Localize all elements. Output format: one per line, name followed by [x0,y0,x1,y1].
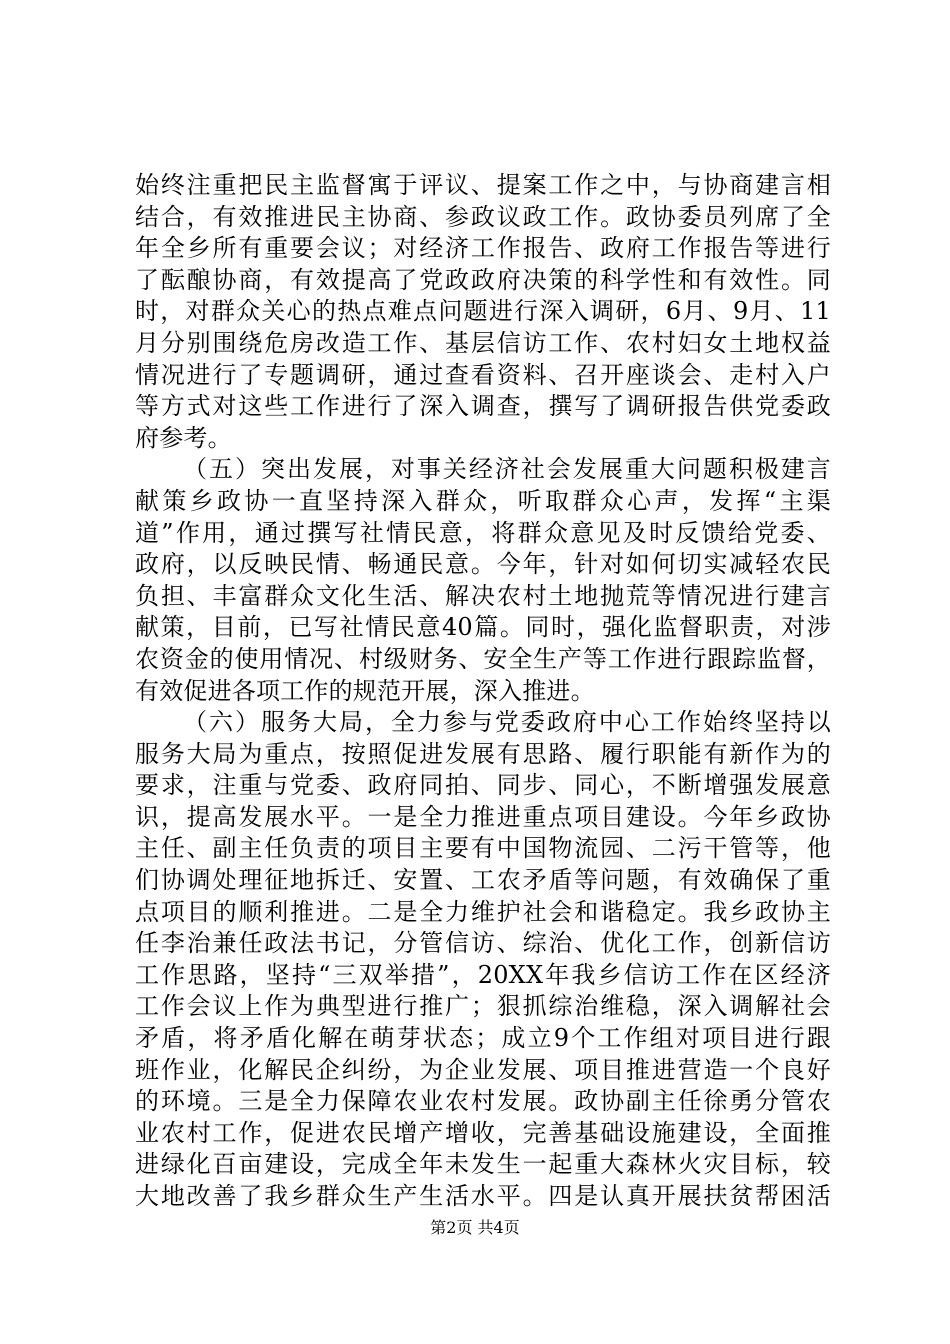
section-heading-line: （五）突出发展，对事关经济社会发展重大问题积极建言 [183,455,831,484]
body-line: 情况进行了专题调研，通过查看资料、召开座谈会、走村入户 [135,360,831,389]
body-line: 的环境。三是全力保障农业农村发展。政协副主任徐勇分管农 [135,1087,831,1116]
body-line: 进绿化百亩建设，完成全年未发生一起重大森林火灾目标，较 [135,1150,831,1179]
body-line: 农资金的使用情况、村级财务、安全生产等工作进行跟踪监督， [135,644,831,673]
body-line: 了酝酿协商，有效提高了党政政府决策的科学性和有效性。同 [135,265,831,294]
body-line: 大地改善了我乡群众生产生活水平。四是认真开展扶贫帮困活 [135,1182,831,1210]
body-line: 工作会议上作为典型进行推广；狠抓综治维稳，深入调解社会 [135,992,831,1021]
body-line: 年全乡所有重要会议；对经济工作报告、政府工作报告等进行 [135,234,831,263]
body-line: 府参考。 [135,423,232,452]
body-line: 业农村工作，促进农民增产增收，完善基础设施建设，全面推 [135,1118,831,1147]
document-body [135,170,831,1213]
body-line: 道”作用，通过撰写社情民意，将群众意见及时反馈给党委、 [135,518,831,547]
section-heading-line: （六）服务大局，全力参与党委政府中心工作始终坚持以 [183,708,831,737]
body-line: 要求，注重与党委、政府同拍、同步、同心，不断增强发展意 [135,771,831,800]
body-line: 时，对群众关心的热点难点问题进行深入调研，6月、9月、11 [135,297,831,326]
body-line: 服务大局为重点，按照促进发展有思路、履行职能有新作为的 [135,739,831,768]
body-line: 班作业，化解民企纠纷，为企业发展、项目推进营造一个良好 [135,1055,831,1084]
body-line: 识，提高发展水平。一是全力推进重点项目建设。今年乡政协 [135,802,831,831]
body-line: 月分别围绕危房改造工作、基层信访工作、农村妇女土地权益 [135,328,831,357]
body-line: 献策乡政协一直坚持深入群众，听取群众心声，发挥“主渠 [135,486,831,515]
body-line: 结合，有效推进民主协商、参政议政工作。政协委员列席了全 [135,202,831,231]
body-line: 工作思路，坚持“三双举措”，20XX年我乡信访工作在区经济 [135,960,831,989]
page-number-footer: 第2页 共4页 [430,1218,520,1237]
body-line: 等方式对这些工作进行了深入调查，撰写了调研报告供党委政 [135,392,831,421]
body-line: 们协调处理征地拆迁、安置、工农矛盾等问题，有效确保了重 [135,866,831,895]
body-line: 任李治兼任政法书记，分管信访、综治、优化工作，创新信访 [135,929,831,958]
body-line: 点项目的顺利推进。二是全力维护社会和谐稳定。我乡政协主 [135,897,831,926]
body-line: 献策，目前，已写社情民意40篇。同时，强化监督职责，对涉 [135,613,831,642]
body-line: 政府，以反映民情、畅通民意。今年，针对如何切实减轻农民 [135,550,831,579]
body-line: 主任、副主任负责的项目主要有中国物流园、二污干管等，他 [135,834,831,863]
body-line: 负担、丰富群众文化生活、解决农村土地抛荒等情况进行建言 [135,581,831,610]
body-line: 有效促进各项工作的规范开展，深入推进。 [135,676,595,705]
body-line: 始终注重把民主监督寓于评议、提案工作之中，与协商建言相 [135,171,831,199]
body-line: 矛盾，将矛盾化解在萌芽状态；成立9个工作组对项目进行跟 [135,1024,831,1053]
